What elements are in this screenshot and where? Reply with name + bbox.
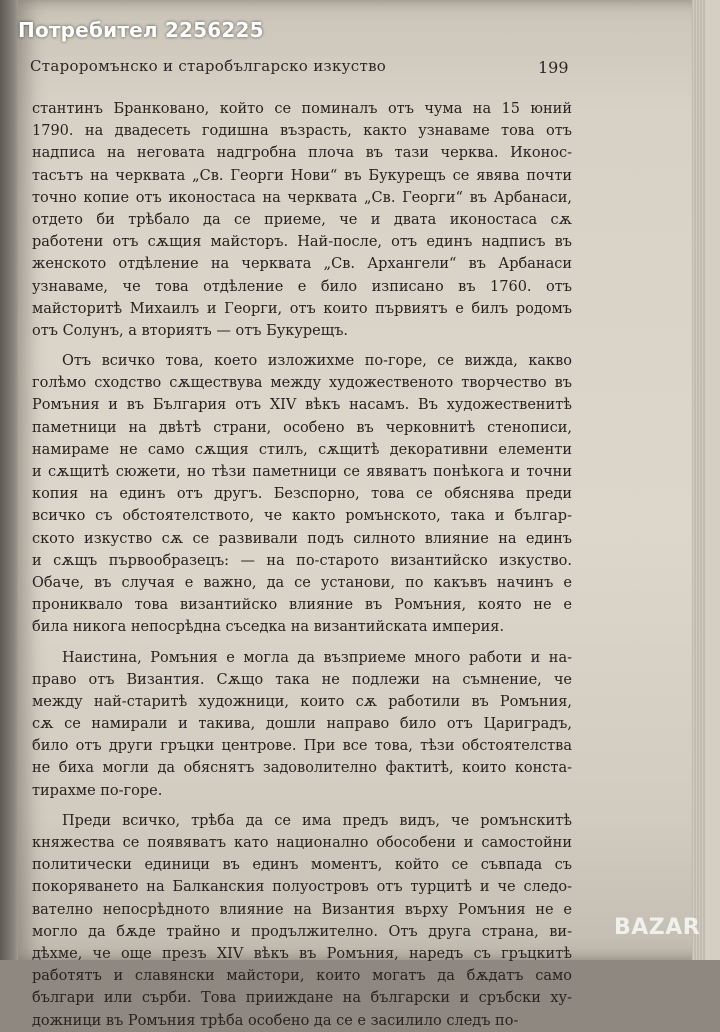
text-line: узнаваме, че това отдѣление е било изписано въ 1760. отъ — [32, 278, 572, 295]
text-line: покоряването на Балканския полуостровъ отъ турцитѣ и че следо- — [32, 879, 572, 896]
body-text — [32, 98, 572, 1032]
text-line: Отъ всичко това, което изложихме по-горе, се вижда, какво — [62, 353, 572, 370]
text-line: и сѫщитѣ сюжети, но тѣзи паметници се явяватъ понѣкога и точни — [32, 464, 572, 480]
text-line: майсторитѣ Михаилъ и Георги, отъ които първиятъ е билъ родомъ — [32, 300, 572, 317]
text-line: Преди всичко, трѣба да се има предъ видъ, че ромънскитѣ — [62, 812, 572, 829]
paragraph — [32, 810, 572, 1032]
text-line: отдето би трѣбало да се приеме, че и двата иконостаса сѫ — [32, 211, 572, 228]
text-line: женското отдѣление на черквата „Св. Архангели“ въ Арбанаси — [32, 256, 572, 273]
text-line: прониквало това византийско влияние въ Ромъния, която не е — [32, 597, 572, 614]
text-line: българи или сърби. Това приижданe на български и сръбски ху- — [32, 990, 572, 1007]
text-line: точно копие отъ иконостаса на черквата „Св. Георги“ въ Арбанаси, — [32, 189, 572, 206]
page-edge — [692, 0, 706, 960]
text-line: Наистина, Ромъния е могла да възприеме много работи и на- — [62, 649, 572, 666]
text-line: било отъ други гръцки центрове. При все това, тѣзи обстоятелства — [32, 738, 572, 755]
text-line: не биха могли да обяснятъ задоволително фактитѣ, които конста- — [32, 760, 572, 777]
text-line: работени отъ сѫщия майсторъ. Най-после, отъ единъ надписъ въ — [32, 234, 572, 251]
text-line: Обаче, въ случая е важно, да се установи, по какъвъ начинъ е — [32, 574, 572, 591]
text-line: намираме не само сѫщия стилъ, сѫщитѣ декоративни елементи — [32, 441, 572, 458]
text-line: дожници въ Ромъния трѣба особено да се е засилило следъ по- — [32, 1012, 519, 1029]
text-line: копия на единъ отъ другъ. Безспорно, това се обяснява преди — [32, 486, 572, 503]
text-line: паметници на двѣтѣ страни, особено въ черковнитѣ стенописи, — [32, 419, 572, 436]
text-line: Ромъния и въ България отъ XIV вѣкъ насамъ. Въ художественитѣ — [32, 397, 572, 414]
text-line: работятъ и славянски майстори, които могатъ да бѫдатъ само — [32, 968, 572, 985]
text-line: стантинъ Бранковано, който се поминалъ отъ чума на 15 юний — [32, 101, 572, 117]
text-line: била никога непосрѣдна съседка на византийската империя. — [32, 619, 505, 636]
paragraph — [32, 350, 572, 638]
text-line: княжества се появяватъ като национално обособени и самостойни — [32, 835, 572, 851]
text-line: ското изкуство сѫ се развивали подъ силното влияние на единъ — [32, 530, 572, 547]
text-line: вателно непосрѣдното влияние на Византия върху Ромъния не е — [32, 901, 572, 918]
text-line: между най-старитѣ художници, които сѫ работили въ Ромъния, — [32, 693, 572, 710]
page-number: 199 — [538, 58, 569, 77]
text-line: политически единици въ единъ моментъ, който се съвпада съ — [32, 857, 572, 874]
paragraph — [32, 647, 572, 802]
bazar-logo: BAZAR — [614, 915, 701, 940]
running-header: Староромънско и старобългарско изкуство — [30, 57, 387, 75]
text-line: дѣхме, че още презъ XIV вѣкъ въ Ромъния, наредъ съ гръцкитѣ — [32, 945, 572, 962]
seller-watermark: Потребител 2256225 — [18, 18, 264, 42]
paragraph — [32, 98, 572, 342]
text-line: голѣмо сходство сѫществува между художественото творчество въ — [32, 375, 572, 392]
text-line: 1790. на двадесеть годишна възрасть, както узнаваме това отъ — [32, 123, 572, 140]
text-line: отъ Солунъ, а вториятъ — отъ Букурещъ. — [32, 322, 349, 339]
text-line: сѫ се намирали и такива, дошли направо било отъ Цариградъ, — [32, 716, 572, 733]
text-line: право отъ Византия. Сѫщо така не подлежи на съмнение, че — [32, 671, 572, 688]
text-line: надписа на неговата надгробна плоча въ тази черква. Иконос- — [32, 145, 572, 162]
text-line: могло да бѫде трайно и продължително. Отъ друга страна, ви- — [32, 923, 572, 940]
text-line: тирахме по-горе. — [32, 782, 163, 799]
text-line: тасътъ на черквата „Св. Георги Нови“ въ Букурещъ се явява почти — [32, 167, 572, 184]
text-line: всичко съ обстоятелството, че както ромънското, така и българ- — [32, 508, 572, 525]
text-line: и сѫщъ първообразецъ: — на по-старото византийско изкуство. — [32, 552, 572, 569]
